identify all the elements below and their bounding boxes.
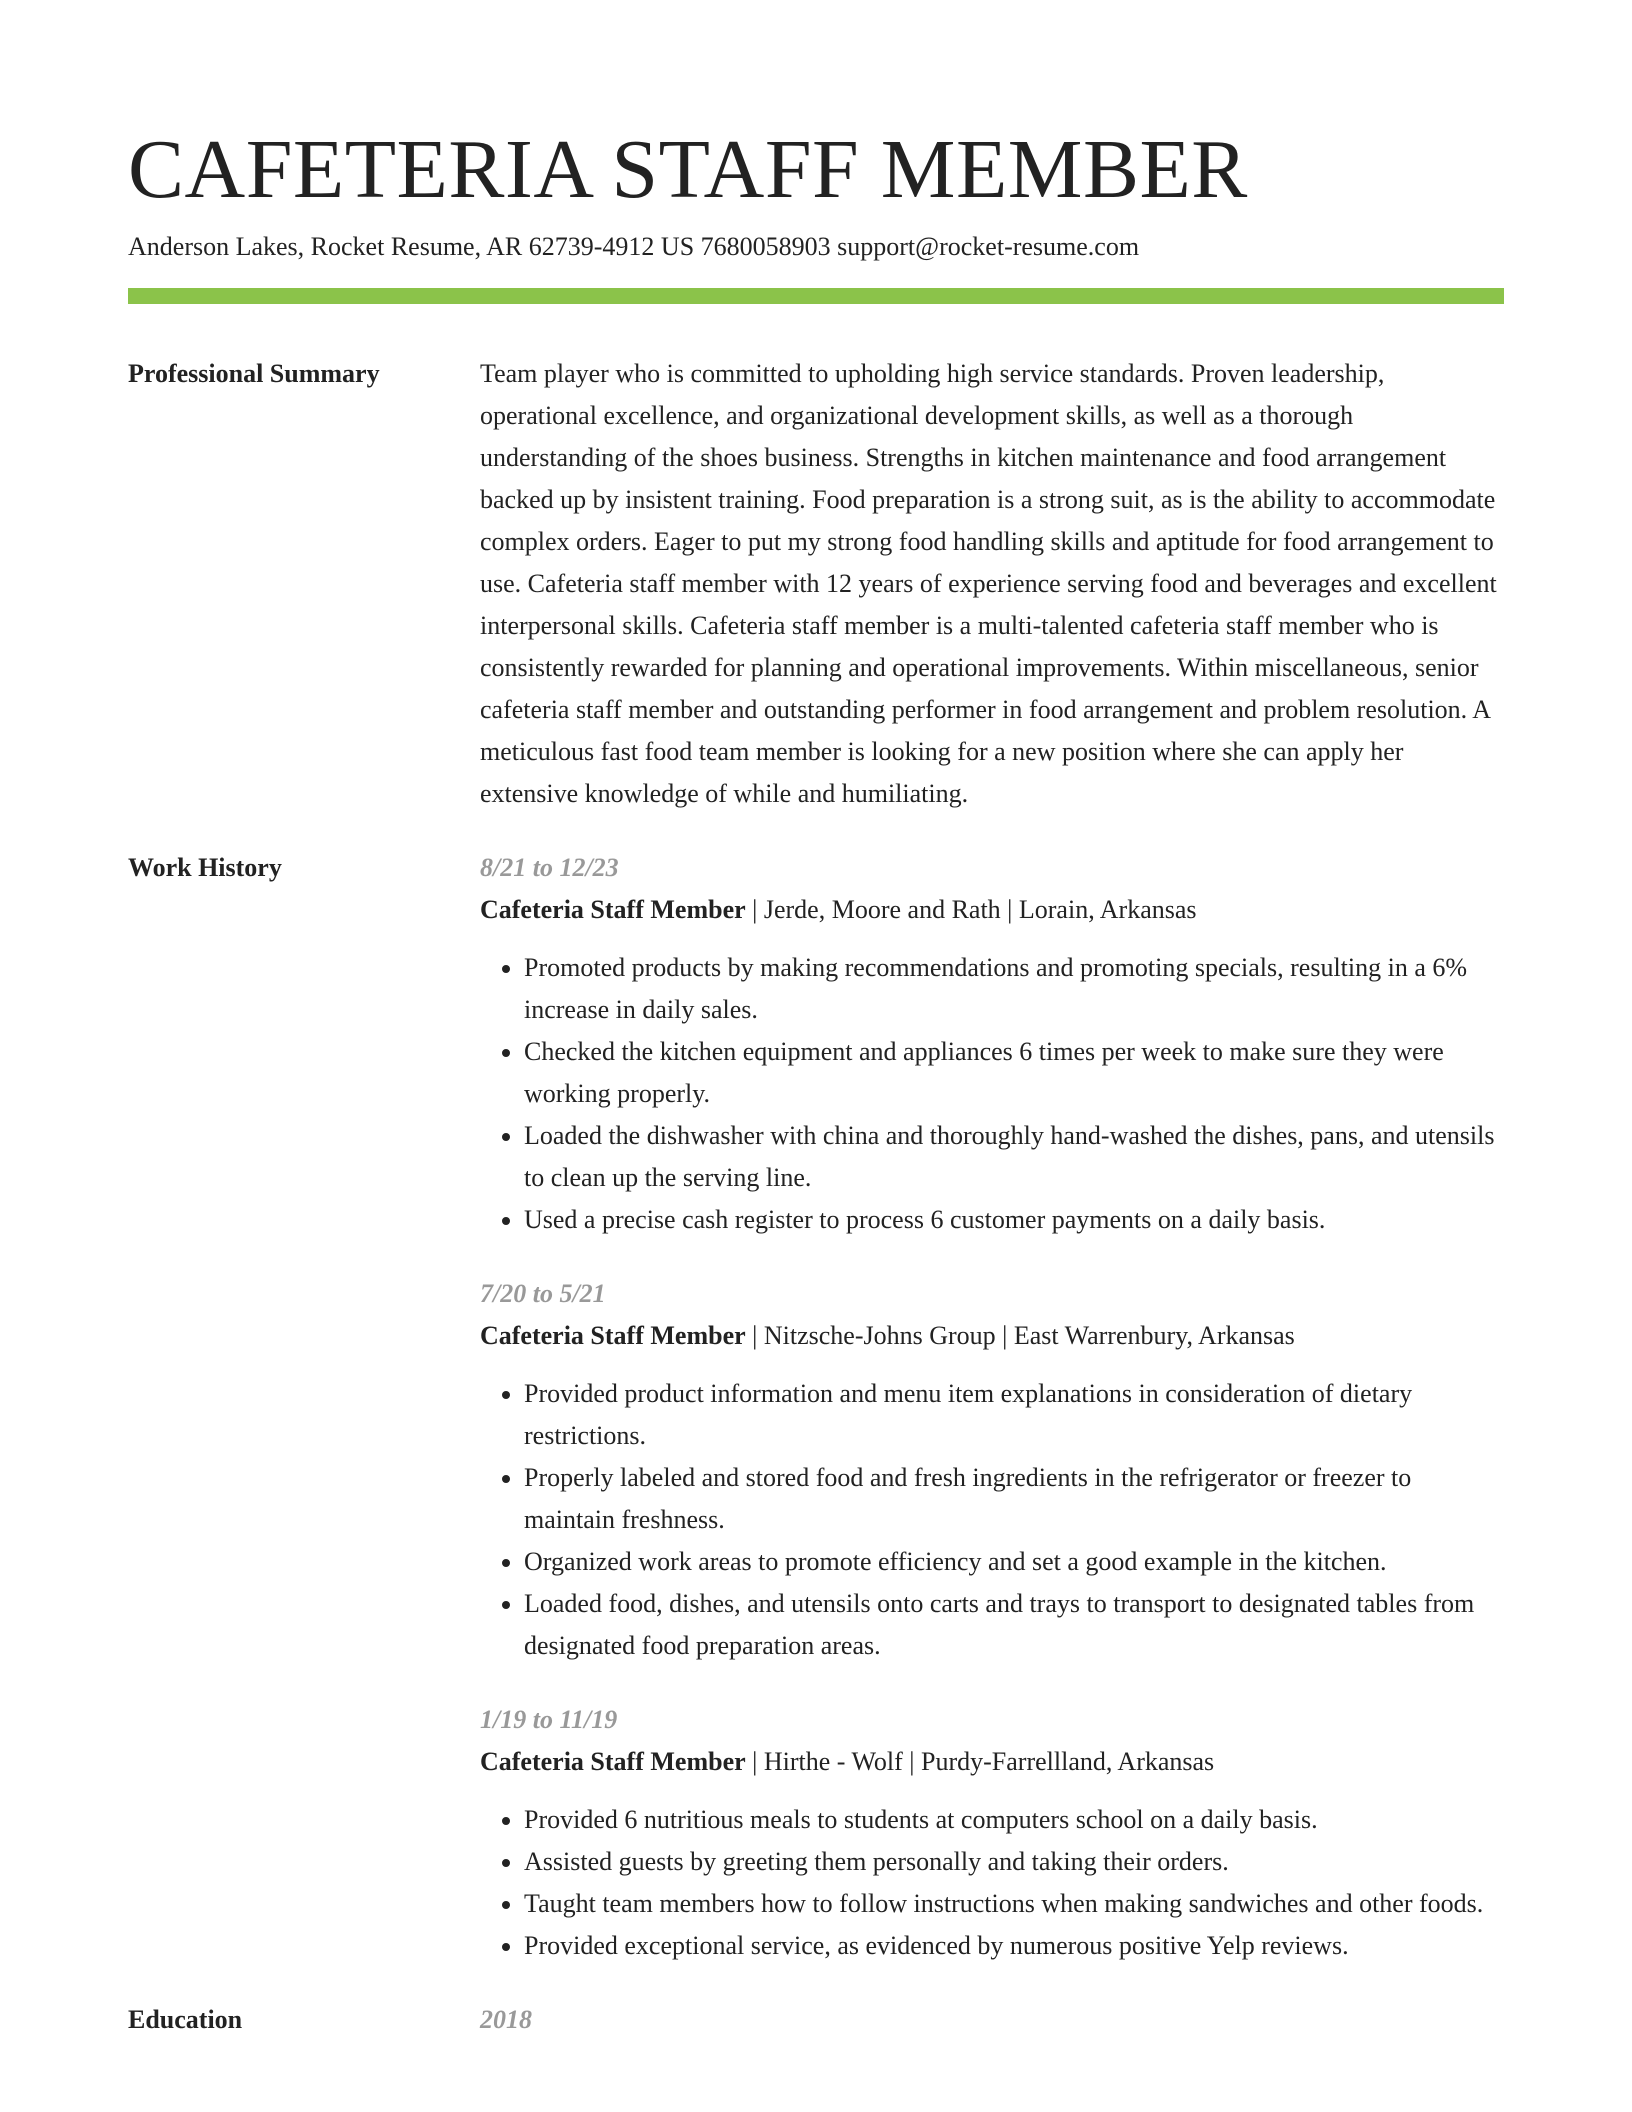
resume-page — [128, 0, 1504, 2041]
job-bullet: • Taught team members how to follow instructions when making sandwiches and other foods. — [524, 1883, 1504, 1925]
work-history-section — [128, 847, 1504, 1967]
job-bullet-list — [480, 1799, 1504, 1967]
job-entry — [480, 1273, 1504, 1667]
job-entry — [480, 847, 1504, 1241]
job-employer-location: | Nitzsche-Johns Group | East Warrenbury, Arkansas — [745, 1321, 1295, 1350]
header-divider — [128, 288, 1504, 304]
summary-text: Team player who is committed to upholding high service standards. Proven leadership, operational excellence, and organizational development skills, as well as a thorough understanding of the shoes business. Strengths in kitchen maintenance and food arrangement backed up by insistent training. Food preparation is a strong suit, as is the ability to accommodate complex orders. Eager to put my strong food handling skills and aptitude for food arrangement to use. Cafeteria staff member with 12 years of experience serving food and beverages and excellent interpersonal skills. Cafeteria staff member is a multi-talented cafeteria staff member who is consistently rewarded for planning and operational improvements. Within miscellaneous, senior cafeteria staff member and outstanding performer in food arrangement and problem resolution. A meticulous fast food team member is looking for a new position where she can apply her extensive knowledge of while and humiliating. — [480, 359, 1497, 808]
job-bullet: • Promoted products by making recommendations and promoting specials, resulting in a 6% increase in daily sales. — [524, 947, 1504, 1031]
job-bullet: • Loaded the dishwasher with china and thoroughly hand-washed the dishes, pans, and utensils to clean up the serving line. — [524, 1115, 1504, 1199]
job-bullet: • Organized work areas to promote efficiency and set a good example in the kitchen. — [524, 1541, 1504, 1583]
job-title: Cafeteria Staff Member — [480, 895, 746, 924]
work-history-body — [480, 847, 1504, 1967]
job-bullet: • Assisted guests by greeting them personally and taking their orders. — [524, 1841, 1504, 1883]
section-label-education: Education — [128, 2005, 243, 2034]
job-dates: 7/20 to 5/21 — [480, 1279, 606, 1308]
education-body — [480, 1999, 1504, 2041]
candidate-name: CAFETERIA STAFF MEMBER — [128, 123, 1248, 216]
job-bullet: • Used a precise cash register to process 6 customer payments on a daily basis. — [524, 1199, 1504, 1241]
professional-summary-section — [128, 353, 1504, 815]
summary-body — [480, 353, 1504, 815]
job-bullet: • Provided product information and menu item explanations in consideration of dietary restrictions. — [524, 1373, 1504, 1457]
job-heading — [480, 889, 1504, 931]
education-section — [128, 1999, 1504, 2041]
section-label-summary: Professional Summary — [128, 359, 380, 388]
job-bullet-list — [480, 947, 1504, 1241]
job-dates: 1/19 to 11/19 — [480, 1705, 618, 1734]
job-title: Cafeteria Staff Member — [480, 1321, 746, 1350]
job-bullet: • Provided exceptional service, as evidenced by numerous positive Yelp reviews. — [524, 1925, 1504, 1967]
job-employer-location: | Hirthe - Wolf | Purdy-Farrellland, Arkansas — [745, 1747, 1215, 1776]
education-date: 2018 — [480, 2005, 532, 2034]
job-bullet: • Loaded food, dishes, and utensils onto carts and trays to transport to designated tables from designated food preparation areas. — [524, 1583, 1504, 1667]
job-heading — [480, 1741, 1504, 1783]
job-bullet: • Provided 6 nutritious meals to students at computers school on a daily basis. — [524, 1799, 1504, 1841]
job-bullet: • Properly labeled and stored food and fresh ingredients in the refrigerator or freezer to maintain freshness. — [524, 1457, 1504, 1541]
job-bullet-list — [480, 1373, 1504, 1667]
job-title: Cafeteria Staff Member — [480, 1747, 746, 1776]
contact-line: Anderson Lakes, Rocket Resume, AR 62739-4912 US 7680058903 support@rocket-resume.com — [128, 232, 1140, 261]
job-employer-location: | Jerde, Moore and Rath | Lorain, Arkansas — [745, 895, 1197, 924]
job-bullet: • Checked the kitchen equipment and appliances 6 times per week to make sure they were working properly. — [524, 1031, 1504, 1115]
job-heading — [480, 1315, 1504, 1357]
job-entry — [480, 1699, 1504, 1967]
job-dates: 8/21 to 12/23 — [480, 853, 619, 882]
section-label-work-history: Work History — [128, 853, 282, 882]
